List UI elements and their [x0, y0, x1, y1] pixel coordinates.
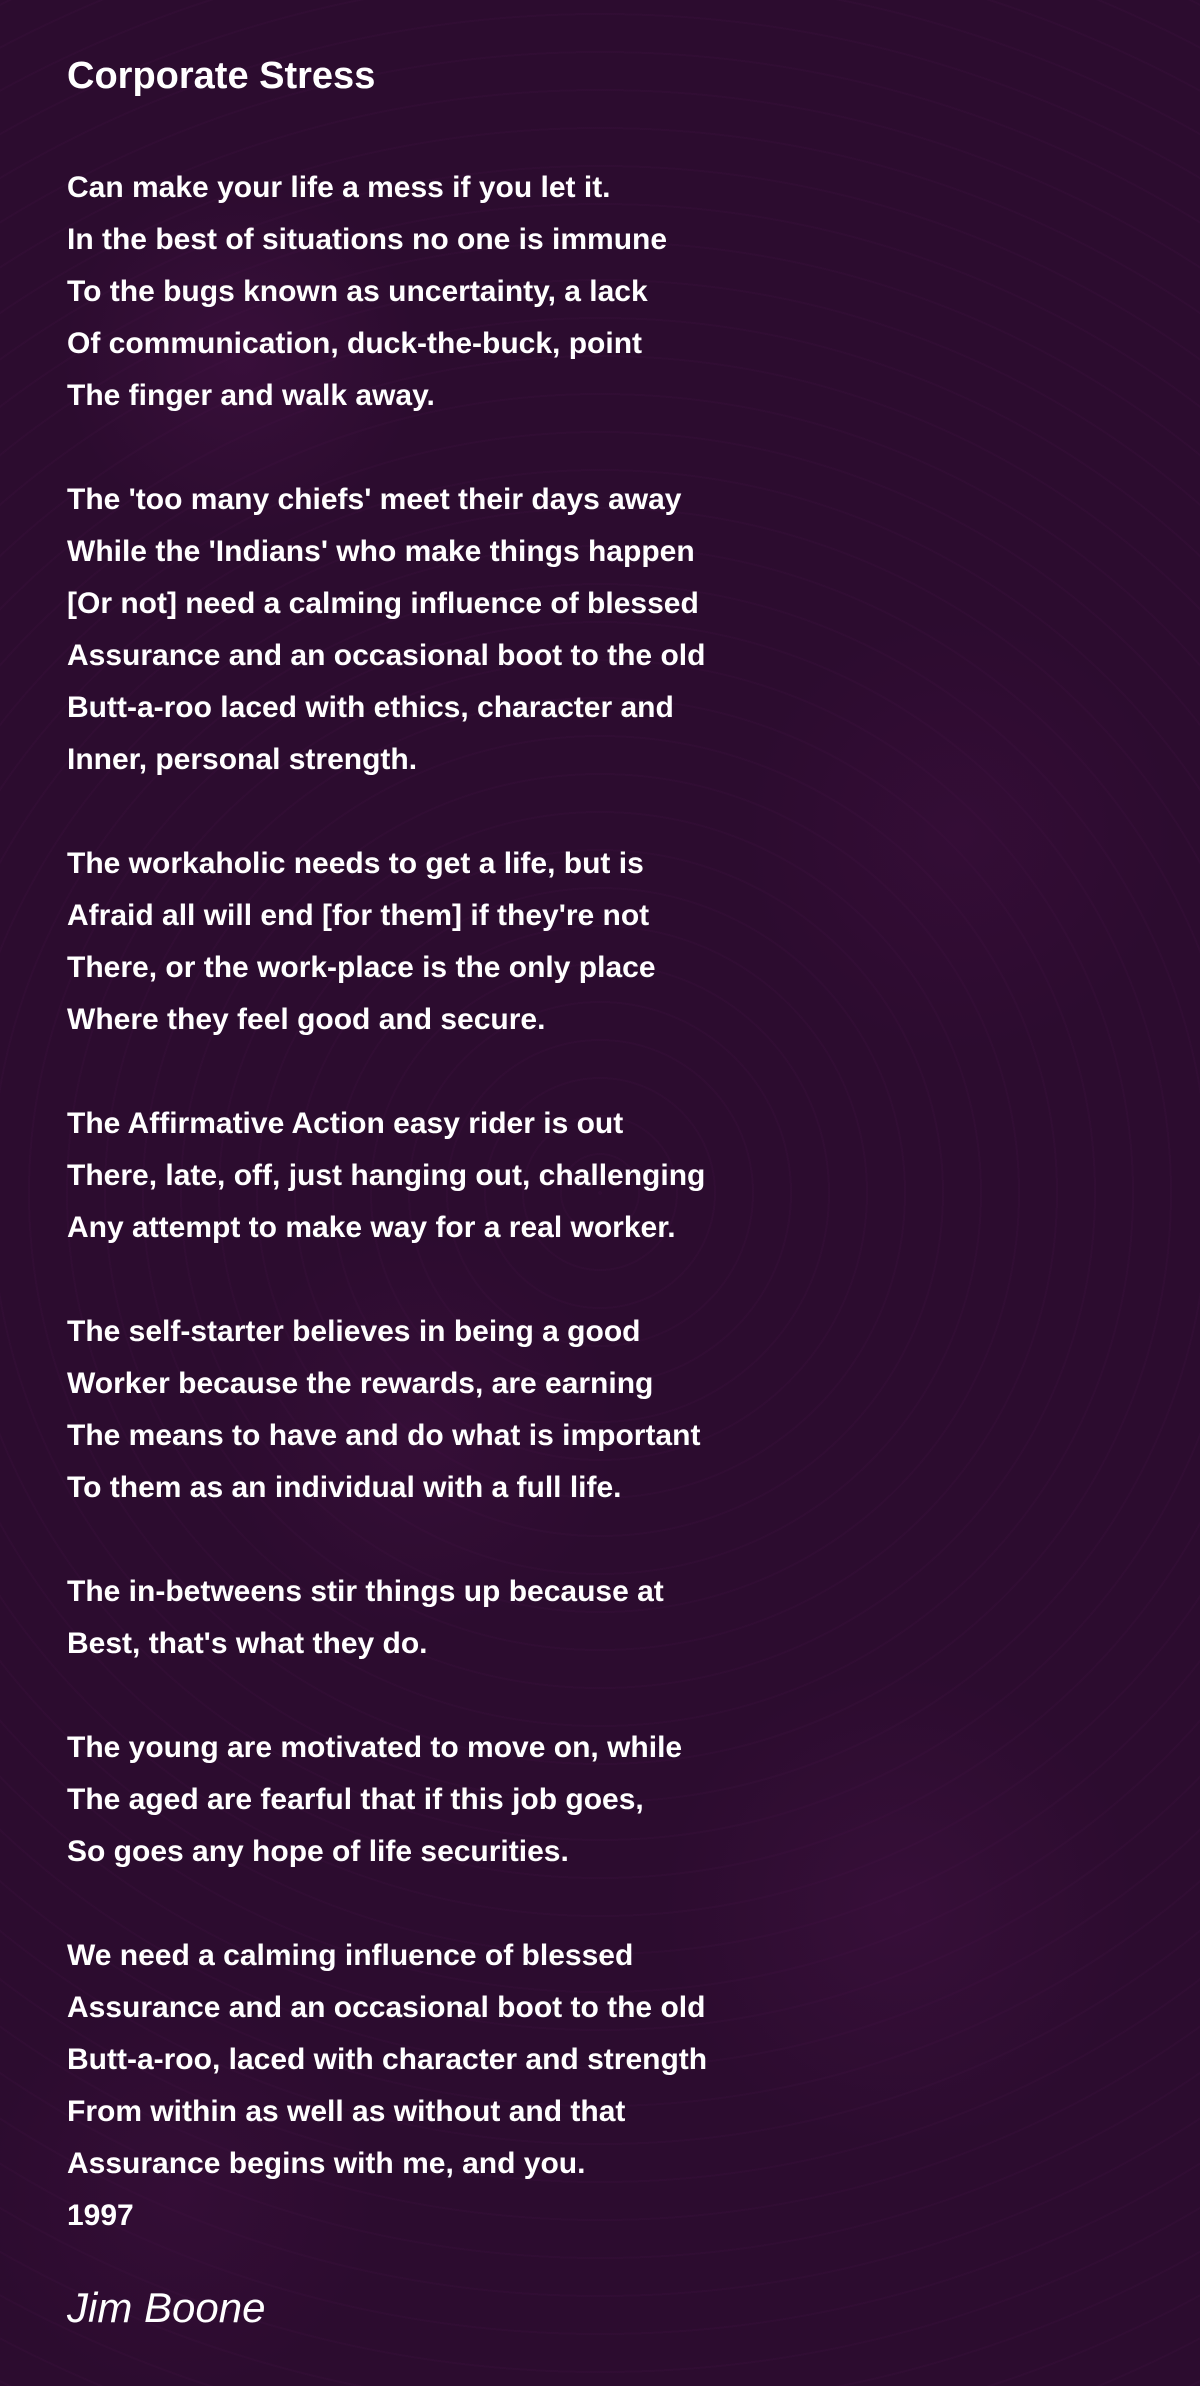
poem-title: Corporate Stress — [67, 55, 376, 97]
poem-line: Best, that's what they do. — [67, 1627, 428, 1660]
poem-line: From within as well as without and that — [67, 2095, 626, 2128]
stanza-3 — [67, 838, 1147, 1046]
poem-year: 1997 — [67, 2199, 134, 2232]
poem-line: While the 'Indians' who make things happen — [67, 535, 695, 568]
poem-line: The 'too many chiefs' meet their days away — [67, 483, 682, 516]
poem-line: Butt-a-roo laced with ethics, character and — [67, 691, 674, 724]
stanza-2 — [67, 474, 1147, 786]
poem-line: Where they feel good and secure. — [67, 1003, 546, 1036]
poem-line: There, or the work-place is the only place — [67, 951, 656, 984]
poem-line: The in-betweens stir things up because at — [67, 1575, 664, 1608]
poem-line: Assurance and an occasional boot to the old — [67, 1991, 706, 2024]
stanza-8 — [67, 1930, 1147, 2242]
poem-line: Butt-a-roo, laced with character and strength — [67, 2043, 708, 2076]
poem-line: Worker because the rewards, are earning — [67, 1367, 654, 1400]
poem-line: Any attempt to make way for a real worker. — [67, 1211, 676, 1244]
poem-container — [67, 48, 1147, 2242]
poem-line: The self-starter believes in being a good — [67, 1315, 641, 1348]
poem-line: So goes any hope of life securities. — [67, 1835, 569, 1868]
stanza-7 — [67, 1722, 1147, 1878]
poem-line: Inner, personal strength. — [67, 743, 418, 776]
poem-line: The young are motivated to move on, while — [67, 1731, 683, 1764]
poem-line: To the bugs known as uncertainty, a lack — [67, 275, 648, 308]
poem-line: The finger and walk away. — [67, 379, 435, 412]
poem-line: Assurance and an occasional boot to the old — [67, 639, 706, 672]
poem-line: There, late, off, just hanging out, challenging — [67, 1159, 706, 1192]
stanza-6 — [67, 1566, 1147, 1670]
poem-line: The Affirmative Action easy rider is out — [67, 1107, 624, 1140]
poem-line: The aged are fearful that if this job goes, — [67, 1783, 644, 1816]
poem-author: Jim Boone — [67, 2284, 266, 2331]
poem-line: The means to have and do what is important — [67, 1419, 701, 1452]
poem-line: Assurance begins with me, and you. — [67, 2147, 586, 2180]
stanza-1 — [67, 162, 1147, 422]
poem-line: Can make your life a mess if you let it. — [67, 171, 611, 204]
poem-line: [Or not] need a calming influence of blessed — [67, 587, 699, 620]
poem-line: The workaholic needs to get a life, but is — [67, 847, 644, 880]
stanza-5 — [67, 1306, 1147, 1514]
stanza-4 — [67, 1098, 1147, 1254]
poem-line: To them as an individual with a full life. — [67, 1471, 622, 1504]
poem-line: Of communication, duck-the-buck, point — [67, 327, 643, 360]
poem-line: We need a calming influence of blessed — [67, 1939, 634, 1972]
poem-line: Afraid all will end [for them] if they're not — [67, 899, 650, 932]
poem-line: In the best of situations no one is immune — [67, 223, 668, 256]
